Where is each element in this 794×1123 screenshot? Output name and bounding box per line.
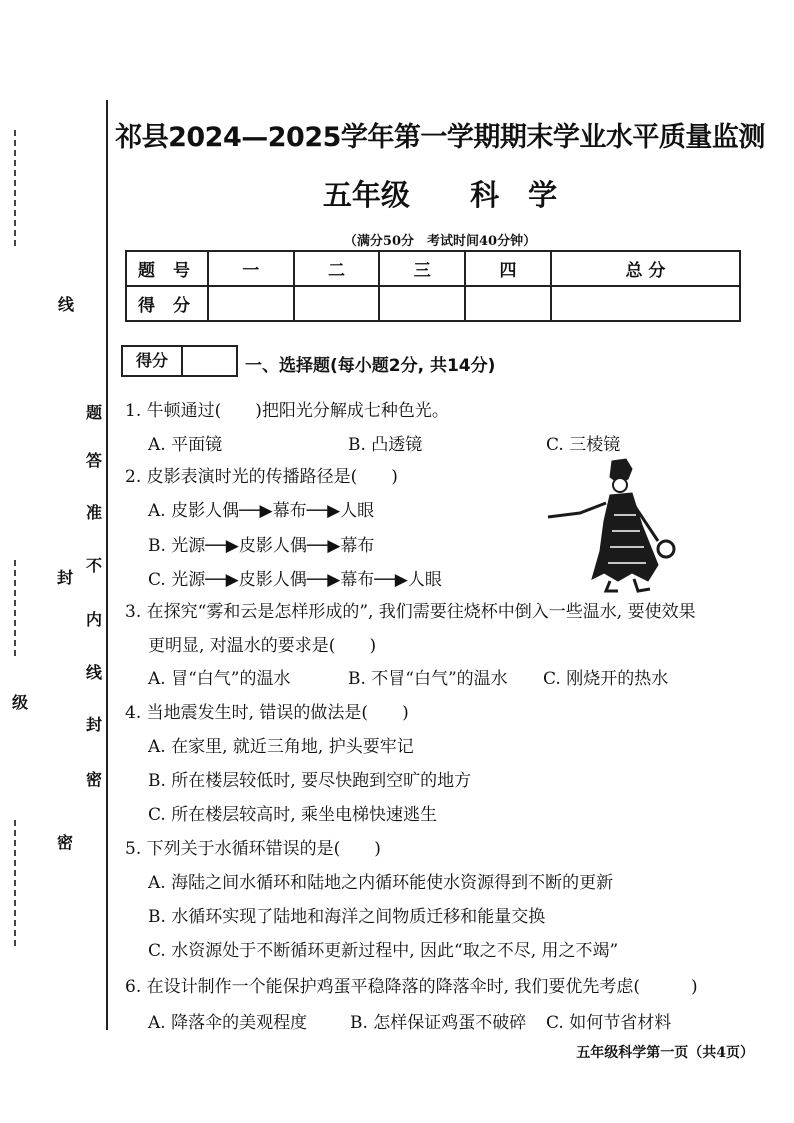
score-cell[interactable] [551, 286, 740, 321]
margin-seal-char-1: 封 [57, 568, 74, 587]
question-stem: 5. 下列关于水循环错误的是( ) [125, 839, 381, 859]
question-option[interactable]: A. 平面镜 [148, 435, 223, 455]
question-option[interactable]: C. 三棱镜 [546, 435, 621, 455]
question-option[interactable]: C. 所在楼层较高时, 乘坐电梯快速逃生 [148, 805, 438, 825]
exam-info: （满分50分 考试时间40分钟） [343, 234, 537, 249]
section-score-box [121, 345, 238, 377]
score-cell[interactable] [465, 286, 551, 321]
score-table-row-label: 得 分 [126, 286, 208, 321]
question-option[interactable]: B. 光源──▶皮影人偶──▶幕布 [148, 536, 375, 556]
question-option[interactable]: A. 降落伞的美观程度 [148, 1013, 308, 1033]
question-option[interactable]: C. 刚烧开的热水 [543, 669, 669, 689]
score-cell[interactable] [294, 286, 380, 321]
score-table-header-cell: 一 [208, 251, 294, 286]
question-option[interactable]: B. 所在楼层较低时, 要尽快跑到空旷的地方 [148, 771, 472, 791]
section-score-field[interactable] [183, 347, 236, 375]
question-option[interactable]: B. 怎样保证鸡蛋不破碎 [350, 1013, 527, 1033]
grade-label: 五年级 [322, 178, 410, 212]
exam-title: 祁县2024—2025学年第一学期期末学业水平质量监测 [115, 122, 765, 153]
margin-seal-char-2: 密 [57, 833, 74, 852]
question-option[interactable]: A. 海陆之间水循环和陆地之内循环能使水资源得到不断的更新 [148, 873, 614, 893]
margin-instruction-char: 答 [86, 451, 103, 470]
question-option[interactable]: C. 水资源处于不断循环更新过程中, 因此“取之不尽, 用之不竭” [148, 941, 619, 961]
question-option[interactable]: B. 水循环实现了陆地和海洋之间物质迁移和能量交换 [148, 907, 546, 927]
margin-dash-line-bottom [14, 820, 16, 950]
score-cell[interactable] [208, 286, 294, 321]
question-option[interactable]: A. 皮影人偶──▶幕布──▶人眼 [148, 501, 375, 521]
question-option[interactable]: B. 不冒“白气”的温水 [348, 669, 508, 689]
score-table-header-cell: 三 [379, 251, 465, 286]
question-option[interactable]: C. 光源──▶皮影人偶──▶幕布──▶人眼 [148, 570, 442, 590]
shadow-puppet-image [540, 455, 690, 595]
page-footer: 五年级科学第一页（共4页） [576, 1045, 754, 1061]
margin-instruction-char: 密 [86, 770, 103, 789]
question-stem: 4. 当地震发生时, 错误的做法是( ) [125, 703, 409, 723]
question-option[interactable]: B. 凸透镜 [348, 435, 423, 455]
margin-instruction-char: 线 [86, 663, 103, 682]
question-stem: 2. 皮影表演时光的传播路径是( ) [125, 467, 398, 487]
margin-line-label: 线 [58, 295, 75, 314]
question-stem-continued: 更明显, 对温水的要求是( ) [148, 636, 377, 656]
question-stem: 1. 牛顿通过( )把阳光分解成七种色光。 [125, 401, 449, 421]
margin-instruction-char: 准 [86, 503, 103, 522]
score-table-header-cell: 二 [294, 251, 380, 286]
margin-dash-line-top [14, 130, 16, 250]
margin-instruction-char: 内 [86, 610, 103, 629]
question-option[interactable]: A. 冒“白气”的温水 [148, 669, 291, 689]
binding-line [106, 100, 108, 1030]
section-score-label: 得分 [123, 347, 183, 375]
section-title: 一、选择题(每小题2分, 共14分) [245, 356, 496, 376]
margin-instruction-char: 题 [86, 403, 103, 422]
margin-instruction-char: 封 [86, 715, 103, 734]
score-table-header-cell: 四 [465, 251, 551, 286]
question-stem: 3. 在探究“雾和云是怎样形成的”, 我们需要往烧杯中倒入一些温水, 要使效果 [125, 602, 696, 622]
subject-label: 科 学 [470, 178, 558, 212]
margin-field-label: 级 [12, 693, 29, 712]
margin-instruction-char: 不 [86, 556, 103, 575]
margin-dash-line-mid [14, 560, 16, 660]
score-table [125, 250, 741, 322]
question-option[interactable]: A. 在家里, 就近三角地, 护头要牢记 [148, 737, 414, 757]
exam-subtitle [110, 173, 770, 214]
score-cell[interactable] [379, 286, 465, 321]
score-table-row-label: 题 号 [126, 251, 208, 286]
score-table-header-cell: 总 分 [551, 251, 740, 286]
question-option[interactable]: C. 如何节省材料 [546, 1013, 672, 1033]
question-stem: 6. 在设计制作一个能保护鸡蛋平稳降落的降落伞时, 我们要优先考虑( ) [125, 977, 698, 997]
